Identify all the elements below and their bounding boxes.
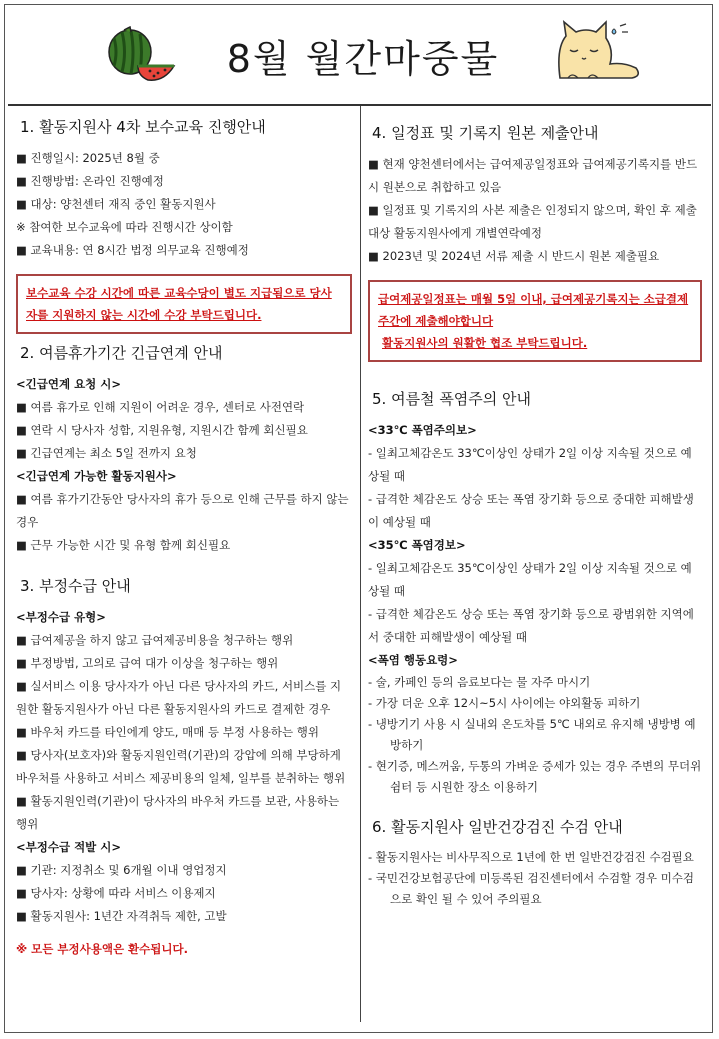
list-item: ■ 당사자: 상황에 따라 서비스 이용제지 [16, 886, 216, 900]
list-item: ■ 여름 휴가로 인해 지원이 어려운 경우, 센터로 사전연락 [16, 400, 305, 414]
notice-box [16, 274, 352, 334]
list-item: ■ 바우처 카드를 타인에게 양도, 매매 등 부정 사용하는 행위 [16, 725, 319, 739]
list-item: ■ 여름 휴가기간동안 당사자의 휴가 등으로 인해 근무를 하지 않는 경우 [16, 492, 349, 529]
subheading: <폭염 행동요령> [368, 653, 458, 667]
section-4-title: 4. 일정표 및 기록지 원본 제출안내 [372, 124, 599, 142]
list-item: ■ 진행방법: 온라인 진행예정 [16, 174, 164, 188]
list-item: - 술, 카페인 등의 음료보다는 물 자주 마시기 [368, 675, 591, 689]
list-item: ■ 기관: 지정취소 및 6개월 이내 영업정지 [16, 863, 227, 877]
list-item: - 일최고체감온도 33℃이상인 상태가 2일 이상 지속될 것으로 예상될 때 [368, 446, 692, 483]
header [0, 0, 719, 96]
page-title: 8월 월간마중물 [226, 37, 500, 81]
list-item: ■ 현재 양천센터에서는 급여제공일정표와 급여제공기록지를 반드시 원본으로 취합하고 있음 [368, 157, 698, 194]
column-divider [360, 106, 361, 1022]
list-item: - 국민건강보험공단에 미등록된 검진센터에서 수검할 경우 미수검으로 확인 될 수 있어 주의필요 [368, 871, 695, 906]
list-item: ■ 활동지원사: 1년간 자격취득 제한, 고발 [16, 909, 227, 923]
list-item: - 현기증, 메스꺼움, 두통의 가벼운 증세가 있는 경우 주변의 무더위 쉼터 등 시원한 장소 이용하기 [368, 759, 702, 794]
list-item: - 냉방기기 사용 시 실내외 온도차를 5℃ 내외로 유지해 냉방병 예방하기 [368, 717, 696, 752]
list-item: ■ 급여제공을 하지 않고 급여제공비용을 청구하는 행위 [16, 633, 294, 647]
list-item: ■ 활동지원인력(기관)이 당사자의 바우처 카드를 보관, 사용하는 행위 [16, 794, 340, 831]
subheading: <부정수급 유형> [16, 610, 106, 624]
list-item: ■ 근무 가능한 시간 및 유형 함께 회신필요 [16, 538, 231, 552]
notice-box [368, 280, 702, 362]
list-item: ※ 참여한 보수교육에 따라 진행시간 상이함 [16, 220, 233, 234]
subheading: <35℃ 폭염경보> [368, 538, 466, 552]
list-item: - 가장 더운 오후 12시~5시 사이에는 야외활동 피하기 [368, 696, 641, 710]
list-item: ■ 진행일시: 2025년 8월 중 [16, 151, 160, 165]
list-item: - 일최고체감온도 35℃이상인 상태가 2일 이상 지속될 것으로 예상될 때 [368, 561, 692, 598]
left-column [16, 108, 352, 961]
list-item: ■ 당사자(보호자)와 활동지원인력(기관)의 강압에 의해 부당하게 바우처를 사용하고 서비스 제공비용의 일체, 일부를 분취하는 행위 [16, 748, 346, 785]
subheading: <33℃ 폭염주의보> [368, 423, 477, 437]
subheading: <긴급연계 가능한 활동지원사> [16, 469, 177, 483]
list-item: ■ 일정표 및 기록지의 사본 제출은 인정되지 않으며, 확인 후 제출 대상 활동지원사에게 개별연락예정 [368, 203, 697, 240]
subheading: <부정수급 적발 시> [16, 840, 122, 854]
sleepy-cat-icon [552, 18, 644, 82]
section-6-title: 6. 활동지원사 일반건강검진 수검 안내 [372, 818, 623, 836]
subheading: <긴급연계 요청 시> [16, 377, 122, 391]
list-item: ■ 실서비스 이용 당사자가 아닌 다른 당사자의 카드, 서비스를 지원한 활동지원사가 아닌 다른 활동지원사의 카드로 결제한 경우 [16, 679, 342, 716]
notice-text: 급여제공일정표는 매월 5일 이내, 급여제공기록지는 소급결제 주간에 제출해야합니다 [378, 292, 689, 328]
notice-text: 활동지원사의 원활한 협조 부탁드립니다. [382, 336, 588, 350]
section-2-title: 2. 여름휴가기간 긴급연계 안내 [20, 344, 223, 362]
list-item: ■ 교육내용: 연 8시간 법정 의무교육 진행예정 [16, 243, 249, 257]
refund-warning: ※ 모든 부정사용액은 환수됩니다. [16, 942, 188, 956]
watermelon-icon [104, 26, 176, 84]
list-item: - 급격한 체감온도 상승 또는 폭염 장기화 등으로 광범위한 지역에서 중대한 피해발생이 예상될 때 [368, 607, 694, 644]
list-item: ■ 부정방법, 고의로 급여 대가 이상을 청구하는 행위 [16, 656, 279, 670]
list-item: - 급격한 체감온도 상승 또는 폭염 장기화 등으로 중대한 피해발생이 예상될 때 [368, 492, 694, 529]
list-item: ■ 대상: 양천센터 재직 중인 활동지원사 [16, 197, 216, 211]
list-item: ■ 긴급연계는 최소 5일 전까지 요청 [16, 446, 197, 460]
list-item: - 활동지원사는 비사무직으로 1년에 한 번 일반건강검진 수검필요 [368, 850, 694, 864]
section-3-title: 3. 부정수급 안내 [20, 577, 131, 595]
right-column [368, 108, 702, 910]
list-item: ■ 연락 시 당사자 성함, 지원유형, 지원시간 함께 회신필요 [16, 423, 308, 437]
list-item: ■ 2023년 및 2024년 서류 제출 시 반드시 원본 제출필요 [368, 249, 660, 263]
section-1-title: 1. 활동지원사 4차 보수교육 진행안내 [20, 118, 266, 136]
section-5-title: 5. 여름철 폭염주의 안내 [372, 390, 532, 408]
notice-text: 보수교육 수강 시간에 따른 교육수당이 별도 지급됨으로 당사자를 지원하지 않는 시간에 수강 부탁드립니다. [26, 286, 332, 322]
